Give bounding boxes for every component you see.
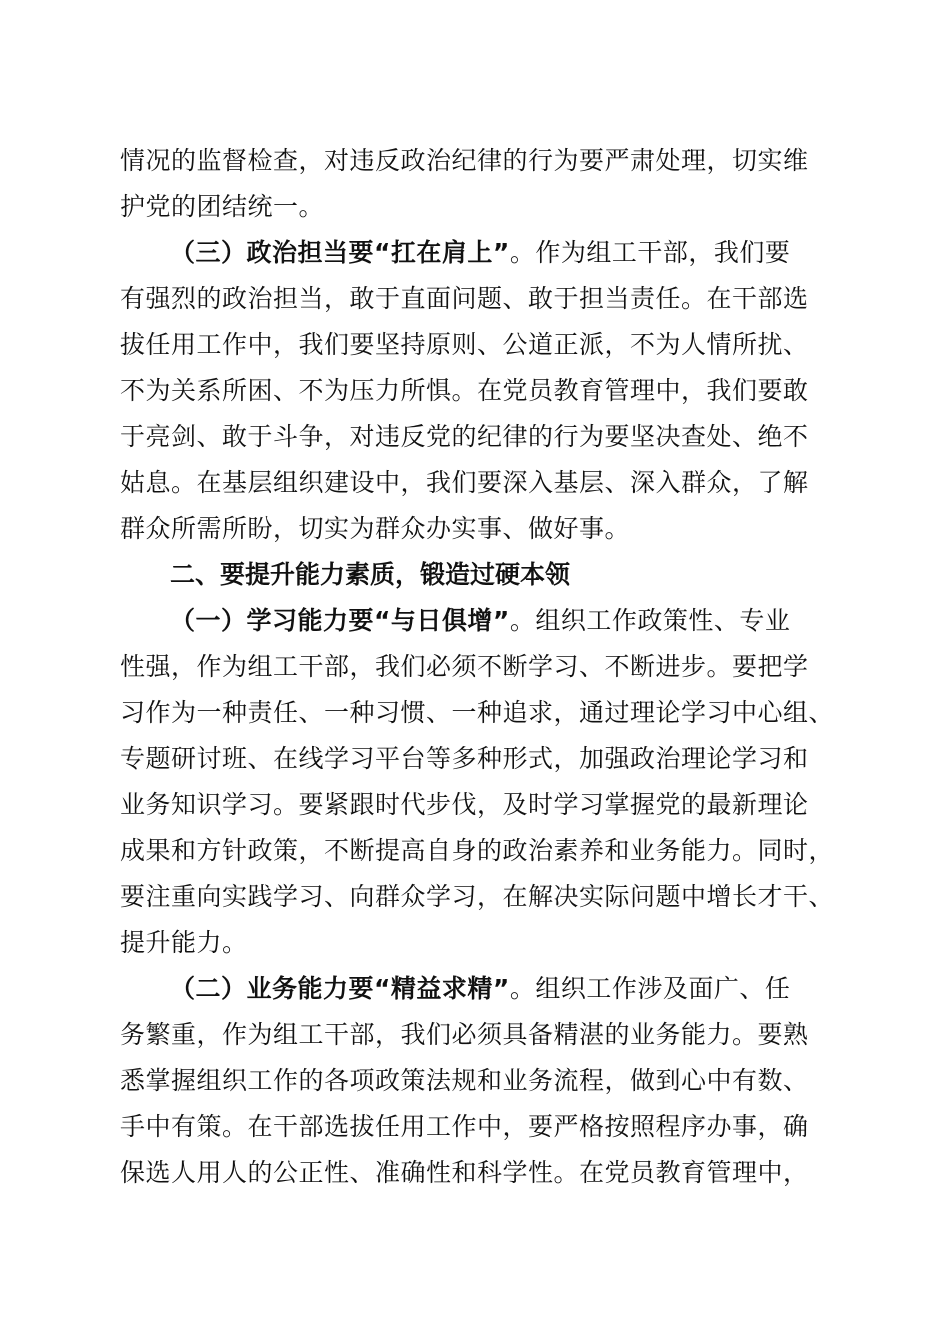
text-line: 拔任用工作中，我们要坚持原则、公道正派，不为人情所扰、	[120, 330, 809, 359]
text-line: 于亮剑、敢于斗争，对违反党的纪律的行为要坚决查处、绝不	[120, 422, 809, 451]
paragraph-first-line	[170, 608, 790, 633]
text-line: 业务知识学习。要紧跟时代步伐，及时学习掌握党的最新理论	[120, 790, 809, 819]
text-line: 成果和方针政策，不断提高自身的政治素养和业务能力。同时，	[120, 836, 835, 865]
section-heading: 二、要提升能力素质，锻造过硬本领	[170, 560, 571, 589]
text-line: 群众所需所盼，切实为群众办实事、做好事。	[120, 514, 631, 543]
text-line: 不为关系所困、不为压力所惧。在党员教育管理中，我们要敢	[120, 376, 809, 405]
text-line: 提升能力。	[120, 928, 248, 957]
paragraph-first-line	[170, 240, 790, 265]
paragraph-text: 。组织工作政策性、专业	[509, 606, 791, 635]
text-line: 情况的监督检查，对违反政治纪律的行为要严肃处理，切实维	[120, 146, 809, 175]
text-line: 习作为一种责任、一种习惯、一种追求，通过理论学习中心组、	[120, 698, 835, 727]
text-line: 悉掌握组织工作的各项政策法规和业务流程，做到心中有数、	[120, 1066, 809, 1095]
text-line: 要注重向实践学习、向群众学习，在解决实际问题中增长才干、	[120, 882, 835, 911]
text-line: 有强烈的政治担当，敢于直面问题、敢于担当责任。在干部选	[120, 284, 809, 313]
paragraph-first-line	[170, 976, 790, 1001]
text-line: 手中有策。在干部选拔任用工作中，要严格按照程序办事，确	[120, 1112, 809, 1141]
text-line: 性强，作为组工干部，我们必须不断学习、不断进步。要把学	[120, 652, 809, 681]
text-line: 护党的团结统一。	[120, 192, 325, 221]
paragraph-lead-heading: （三）政治担当要“扛在肩上”	[170, 238, 510, 267]
text-line: 务繁重，作为组工干部，我们必须具备精湛的业务能力。要熟	[120, 1020, 809, 1049]
text-line: 专题研讨班、在线学习平台等多种形式，加强政治理论学习和	[120, 744, 809, 773]
text-line: 姑息。在基层组织建设中，我们要深入基层、深入群众，了解	[120, 468, 809, 497]
paragraph-text: 。组织工作涉及面广、任	[509, 974, 791, 1003]
paragraph-lead-heading: （二）业务能力要“精益求精”	[170, 974, 510, 1003]
paragraph-text: 。作为组工干部，我们要	[509, 238, 791, 267]
text-line: 保选人用人的公正性、准确性和科学性。在党员教育管理中，	[120, 1158, 809, 1187]
paragraph-lead-heading: （一）学习能力要“与日俱增”	[170, 606, 510, 635]
